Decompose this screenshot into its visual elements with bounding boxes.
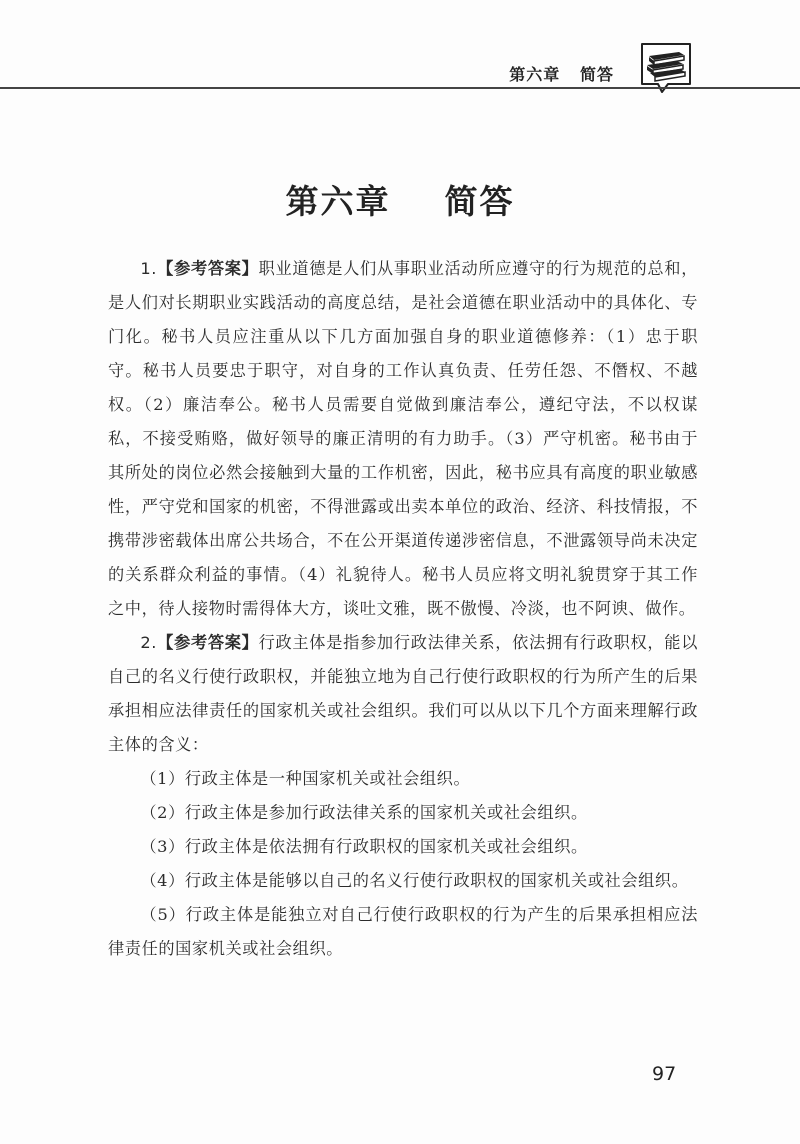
book-stack-icon [638,40,694,98]
running-title: 第六章 简答 [509,65,614,84]
point-3: （3）行政主体是依法拥有行政职权的国家机关或社会组织。 [140,837,588,856]
answer-text: 行政主体是指参加行政法律关系，依法拥有行政职权，能以自己的名义行使行政职权，并能独立地为自己行使行政职权的行为所产生的后果承担相应法律责任的国家机关或社会组织。我们可以从以下几个方面来理解行政主体的含义： [108,633,698,754]
page-number: 97 [652,1063,677,1085]
point-1: （1）行政主体是一种国家机关或社会组织。 [140,769,471,788]
answer-number: 1. [140,259,158,278]
answer-2 [108,626,698,762]
header-rule [0,87,800,89]
answer-content [108,252,698,966]
page-header [0,0,800,100]
chapter-title: 第六章 简答 [285,182,515,221]
point-2: （2）行政主体是参加行政法律关系的国家机关或社会组织。 [140,803,588,822]
answer-text: 职业道德是人们从事职业活动所应遵守的行为规范的总和，是人们对长期职业实践活动的高度总结，是社会道德在职业活动中的具体化、专门化。秘书人员应注重从以下几方面加强自身的职业道德修养：（1）忠于职守。秘书人员要忠于职守，对自身的工作认真负责、任劳任怨、不僭权、不越权。（2）廉洁奉公。秘书人员需要自觉做到廉洁奉公，遵纪守法，不以权谋私，不接受贿赂，做好领导的廉正清明的有力助手。（3）严守机密。秘书由于其所处的岗位必然会接触到大量的工作机密，因此，秘书应具有高度的职业敏感性，严守党和国家的机密，不得泄露或出卖本单位的政治、经济、科技情报，不携带涉密载体出席公共场合，不在公开渠道传递涉密信息，不泄露领导尚未决定的关系群众利益的事情。（4）礼貌待人。秘书人员应将文明礼貌贯穿于其工作之中，待人接物时需得体大方，谈吐文雅，既不傲慢、冷淡，也不阿谀、做作。 [108,259,698,618]
answer-tag: 【参考答案】 [157,259,259,278]
point-4: （4）行政主体是能够以自己的名义行使行政职权的国家机关或社会组织。 [140,871,689,890]
point-5: （5）行政主体是能独立对自己行使行政职权的行为产生的后果承担相应法律责任的国家机关或社会组织。 [108,905,698,958]
answer-number: 2. [140,633,158,652]
answer-1 [108,252,698,626]
answer-tag: 【参考答案】 [157,633,259,652]
